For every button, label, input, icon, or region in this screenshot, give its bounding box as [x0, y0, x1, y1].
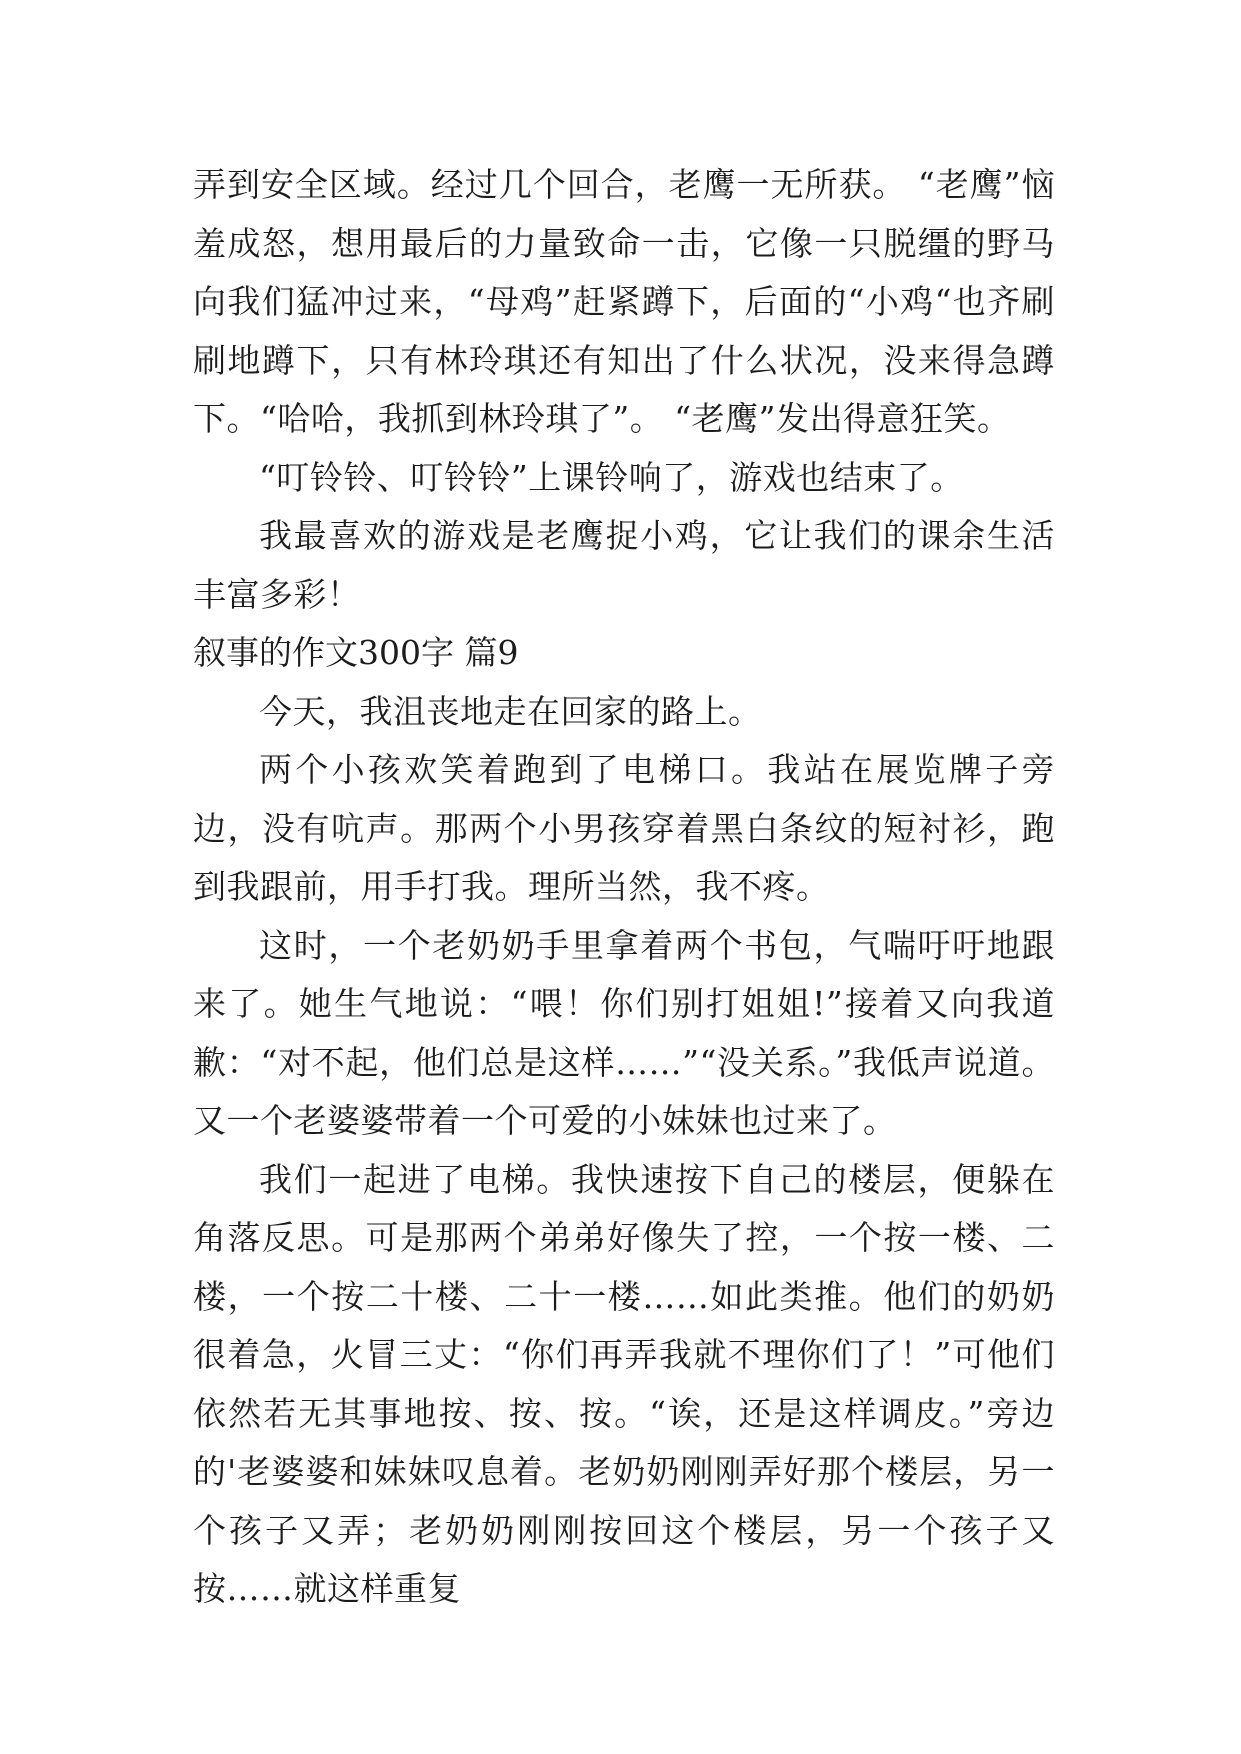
section-heading: 叙事的作文300字 篇9	[193, 633, 519, 672]
paragraph-elevator-kids: 两个小孩欢笑着跑到了电梯口。我站在展览牌子旁边，没有吭声。那两个小男孩穿着黑白条纹的短衬衫，跑到我跟前，用手打我。理所当然，我不疼。	[193, 750, 1055, 906]
paragraph-intro: 今天，我沮丧地走在回家的路上。	[259, 691, 762, 731]
paragraph-bell: “叮铃铃、叮铃铃”上课铃响了，游戏也结束了。	[259, 457, 964, 497]
paragraph-grandmother: 这时，一个老奶奶手里拿着两个书包，气喘吁吁地跟来了。她生气地说：“喂！你们别打姐姐!”接着又向我道歉：“对不起，他们总是这样……”“没关系。”我低声说道。又一个老婆婆带着一个可爱的小妹妹也过来了。	[193, 925, 1055, 1140]
document-body	[193, 156, 1055, 1619]
paragraph-continuation: 弄到安全区域。经过几个回合，老鹰一无所获。 “老鹰”恼羞成怒，想用最后的力量致命一击，它像一只脱缰的野马向我们猛冲过来，“母鸡”赶紧蹲下，后面的“小鸡“也齐刷刷地蹲下，只有林玲琪还有知出了什么状况，没来得急蹲下。“哈哈，我抓到林玲琪了”。 “老鹰”发出得意狂笑。	[193, 165, 1055, 438]
paragraph-conclusion: 我最喜欢的游戏是老鹰捉小鸡，它让我们的课余生活丰富多彩！	[193, 516, 1055, 614]
paragraph-in-elevator: 我们一起进了电梯。我快速按下自己的楼层，便躲在角落反思。可是那两个弟弟好像失了控，一个按一楼、二楼，一个按二十楼、二十一楼……如此类推。他们的奶奶很着急，火冒三丈：“你们再弄我就不理你们了！”可他们依然若无其事地按、按、按。“诶，还是这样调皮。”旁边的'老婆婆和妹妹叹息着。老奶奶刚刚弄好那个楼层，另一个孩子又弄；老奶奶刚刚按回这个楼层，另一个孩子又按……就这样重复	[193, 1159, 1055, 1608]
